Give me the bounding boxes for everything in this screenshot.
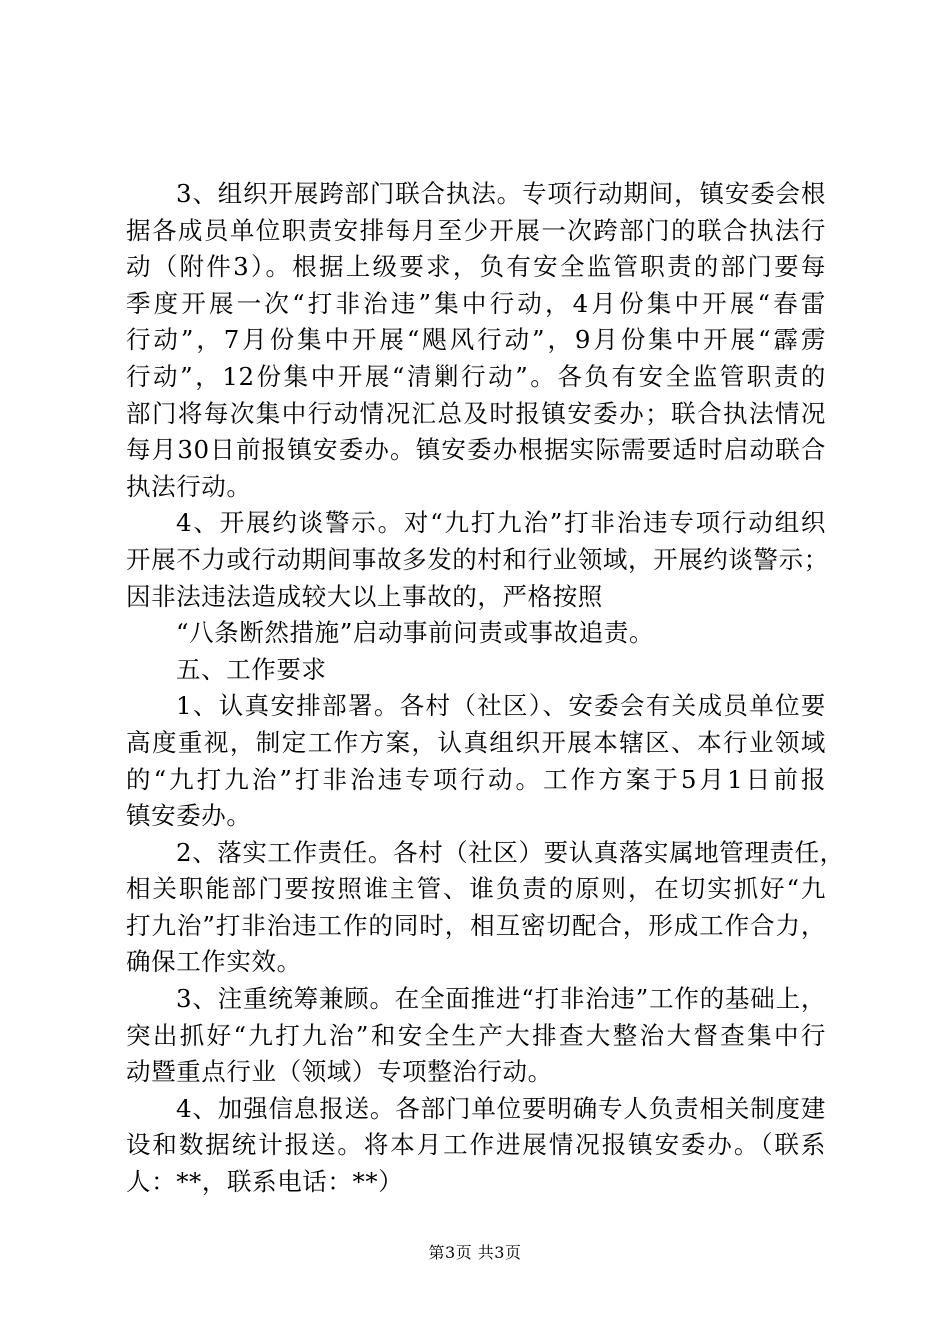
text-line: 2、落实工作责任。各村（社区）要认真落实属地管理责任，: [176, 837, 845, 867]
text-line: 季度开展一次“打非治违”集中行动，4月份集中开展“春雷: [126, 288, 826, 318]
text-line: 1、认真安排部署。各村（社区）、安委会有关成员单位要: [176, 691, 826, 721]
text-line: 因非法违法造成较大以上事故的，严格按照: [126, 581, 603, 611]
text-line: 每月30日前报镇安委办。镇安委办根据实际需要适时启动联合: [126, 435, 826, 465]
text-line: 3、组织开展跨部门联合执法。专项行动期间，镇安委会根: [176, 179, 826, 208]
text-line: 镇安委办。: [126, 801, 252, 831]
text-line: 人：**，联系电话：**）: [126, 1167, 404, 1197]
text-line: 设和数据统计报送。将本月工作进展情况报镇安委办。（联系: [126, 1130, 826, 1160]
text-line: 据各成员单位职责安排每月至少开展一次跨部门的联合执法行: [126, 215, 826, 245]
text-line: 执法行动。: [126, 471, 252, 501]
text-line: 行动”，12份集中开展“清剿行动”。各负有安全监管职责的: [126, 361, 826, 391]
text-line: 4、加强信息报送。各部门单位要明确专人负责相关制度建: [176, 1093, 826, 1123]
text-line: 的“九打九治”打非治违专项行动。工作方案于5月1日前报: [126, 764, 826, 794]
text-line: 高度重视，制定工作方案，认真组织开展本辖区、本行业领域: [126, 727, 826, 757]
text-line: 开展不力或行动期间事故多发的村和行业领域，开展约谈警示；: [126, 544, 829, 574]
text-line: 行动”，7月份集中开展“飓风行动”，9月份集中开展“霹雳: [126, 325, 826, 355]
text-line: 3、注重统筹兼顾。在全面推进“打非治违”工作的基础上，: [176, 984, 826, 1014]
text-line: 突出抓好“九打九治”和安全生产大排查大整治大督查集中行: [126, 1020, 826, 1050]
text-line: 动暨重点行业（领域）专项整治行动。: [126, 1057, 553, 1087]
page-footer: 第3页 共3页: [428, 1243, 522, 1262]
text-line: 打九治”打非治违工作的同时，相互密切配合，形成工作合力，: [126, 910, 826, 940]
text-line: 动（附件3）。根据上级要求，负有安全监管职责的部门要每: [126, 252, 826, 282]
text-line: 五、工作要求: [176, 654, 327, 684]
text-line: 确保工作实效。: [126, 947, 302, 977]
text-line: “八条断然措施”启动事前问责或事故追责。: [176, 618, 655, 648]
document-body: [126, 176, 845, 1201]
text-line: 4、开展约谈警示。对“九打九治”打非治违专项行动组织: [176, 508, 826, 538]
text-line: 相关职能部门要按照谁主管、谁负责的原则，在切实抓好“九: [126, 874, 826, 904]
text-line: 部门将每次集中行动情况汇总及时报镇安委办；联合执法情况: [126, 398, 826, 428]
